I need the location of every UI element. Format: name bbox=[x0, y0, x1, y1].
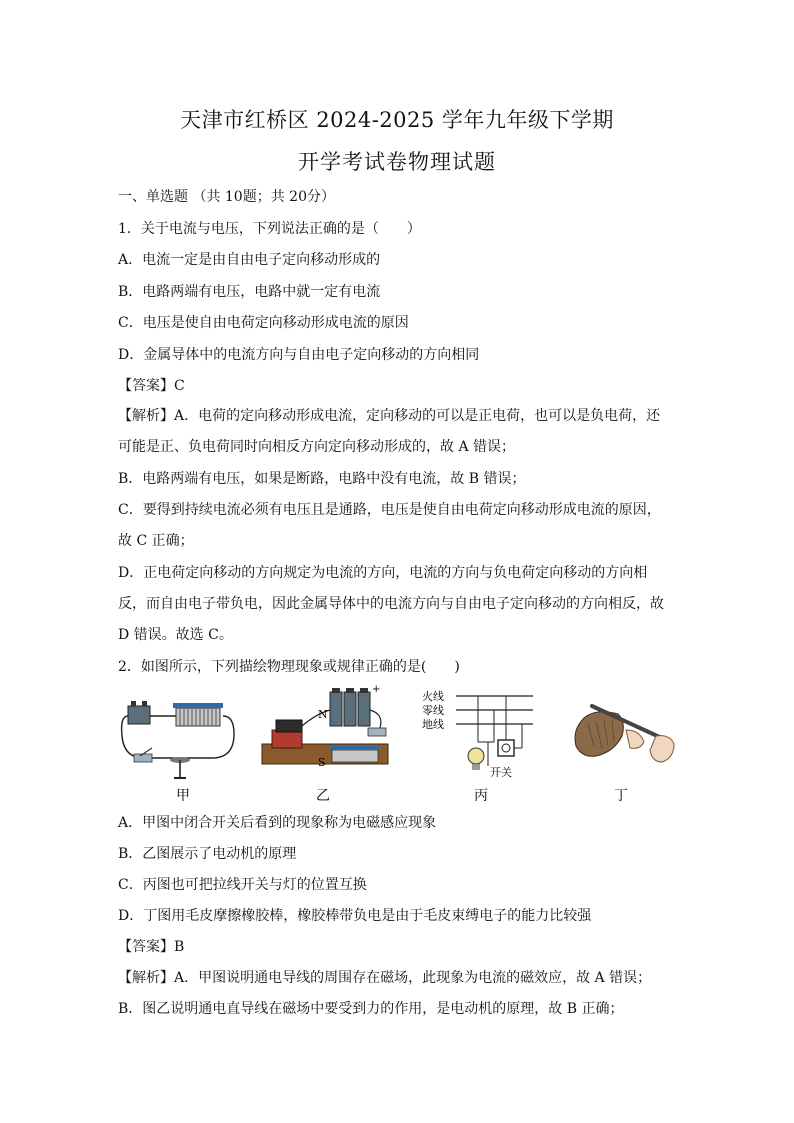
q1-analysis-line: B．电路两端有电压，如果是断路，电路中没有电流，故 B 错误； bbox=[118, 471, 526, 487]
q2-stem: 2．如图所示，下列描绘物理现象或规律正确的是( ) bbox=[118, 659, 460, 675]
q2-answer: 【答案】B bbox=[118, 939, 185, 955]
q1-answer: 【答案】C bbox=[118, 378, 185, 394]
figure-yi-label-plus: + bbox=[372, 684, 381, 695]
q2-figure-row bbox=[118, 684, 678, 804]
section-heading: 一、单选题 （共 10题；共 20分） bbox=[118, 189, 335, 205]
q2-option-c: C．丙图也可把拉线开关与灯的位置互换 bbox=[118, 877, 367, 893]
figure-caption-bing: 丙 bbox=[474, 788, 488, 804]
figure-caption-ding: 丁 bbox=[614, 788, 628, 804]
q1-option-a: A．电流一定是由自由电子定向移动形成的 bbox=[118, 252, 381, 268]
q1-option-b: B．电路两端有电压，电路中就一定有电流 bbox=[118, 284, 381, 300]
q1-analysis-line: D．正电荷定向移动的方向规定为电流的方向，电流的方向与负电荷定向移动的方向相 bbox=[118, 565, 648, 581]
document-title-line2: 开学考试卷物理试题 bbox=[298, 150, 496, 174]
q1-analysis-line: 反，而自由电子带负电，因此金属导体中的电流方向与自由电子定向移动的方向相反，故 bbox=[118, 596, 664, 612]
figure-bing-label-zero: 零线 bbox=[422, 704, 444, 717]
figure-caption-yi: 乙 bbox=[316, 788, 330, 804]
figure-yi-label-s: S bbox=[318, 756, 326, 769]
figure-bing-label-fire: 火线 bbox=[422, 690, 444, 703]
q2-option-b: B．乙图展示了电动机的原理 bbox=[118, 846, 297, 862]
figure-bing-label-ground: 地线 bbox=[422, 718, 444, 731]
q1-analysis-line: 可能是正、负电荷同时向相反方向定向移动形成的，故 A 错误； bbox=[118, 439, 516, 455]
figure-jia-circuit bbox=[118, 684, 243, 804]
q1-analysis-line: C．要得到持续电流必须有电压且是通路，电压是使自由电荷定向移动形成电流的原因， bbox=[118, 502, 661, 518]
figure-ding-friction bbox=[566, 684, 678, 804]
figure-yi-label-n: N bbox=[318, 708, 328, 721]
q1-option-c: C．电压是使自由电荷定向移动形成电流的原因 bbox=[118, 315, 409, 331]
q2-analysis-line: B．图乙说明通电直导线在磁场中要受到力的作用，是电动机的原理，故 B 正确； bbox=[118, 1001, 624, 1017]
figure-bing-label-switch: 开关 bbox=[490, 766, 512, 779]
q1-analysis-line: 【解析】A．电荷的定向移动形成电流，定向移动的可以是正电荷，也可以是负电荷，还 bbox=[118, 408, 661, 424]
q2-analysis-line: 【解析】A．甲图说明通电导线的周围存在磁场，此现象为电流的磁效应，故 A 错误； bbox=[118, 970, 652, 986]
figure-caption-jia: 甲 bbox=[176, 788, 190, 804]
q1-analysis-line: 故 C 正确； bbox=[118, 533, 194, 549]
q2-option-a: A．甲图中闭合开关后看到的现象称为电磁感应现象 bbox=[118, 815, 437, 831]
q1-analysis-line: D 错误。故选 C。 bbox=[118, 627, 233, 643]
q1-option-d: D．金属导体中的电流方向与自由电子定向移动的方向相同 bbox=[118, 347, 480, 363]
q1-stem: 1．关于电流与电压，下列说法正确的是（ ） bbox=[118, 221, 421, 237]
document-title-line1: 天津市红桥区 2024-2025 学年九年级下学期 bbox=[180, 108, 614, 132]
figure-bing-wiring bbox=[418, 684, 543, 804]
figure-yi-motor bbox=[258, 684, 398, 804]
q2-option-d: D．丁图用毛皮摩擦橡胶棒，橡胶棒带负电是由于毛皮束缚电子的能力比较强 bbox=[118, 908, 592, 924]
